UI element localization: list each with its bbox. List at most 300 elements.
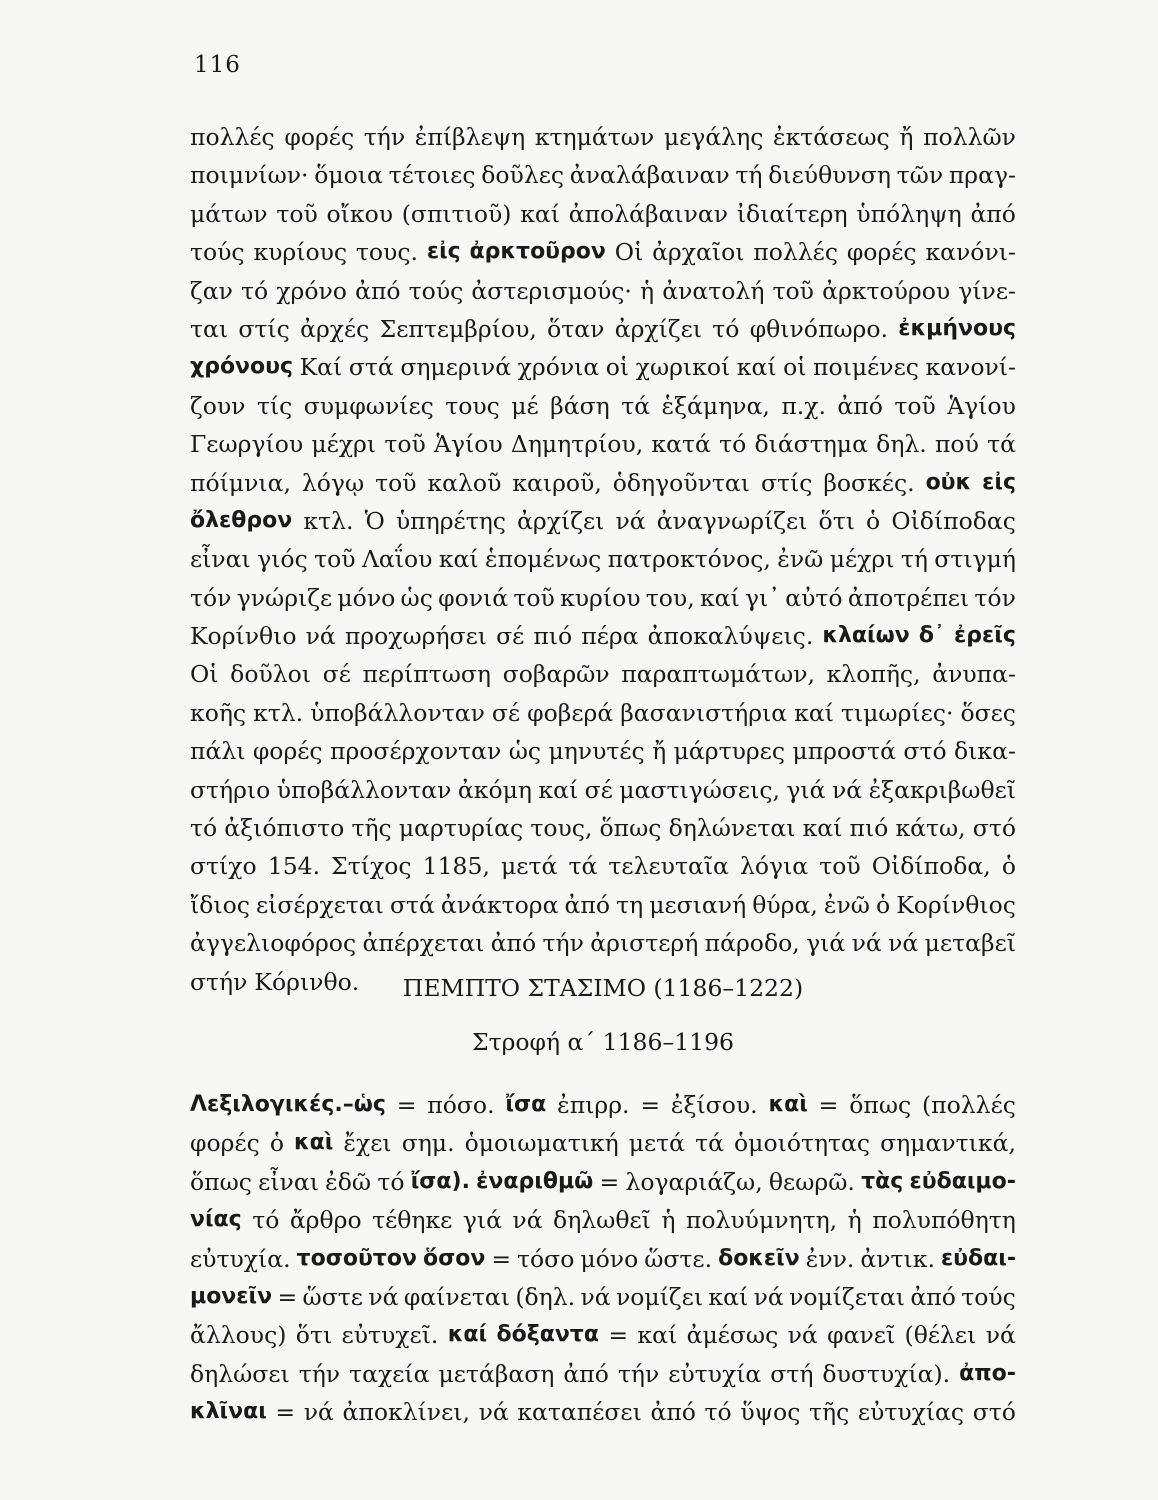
text-word: ἀποτρέπει [847,583,970,612]
text-word: καιροῦ, [512,468,602,497]
text-line [190,732,1016,770]
text-word: λόγια [740,852,809,881]
text-word: τό [377,1167,405,1196]
text-word: δηλ. [876,430,927,459]
text-word: ἀπό [355,276,401,305]
text-line [190,502,1016,540]
text-word: κάτω, [895,814,966,843]
text-word: μετάβαση [438,1359,555,1388]
lemma-word: χρόνους [190,354,294,380]
text-word: τό [190,814,218,843]
text-word: ἄλλους) [190,1321,287,1350]
lemma-word: κλῖναι [190,1399,267,1425]
text-word: στό [972,1398,1016,1427]
text-word: χρόνο [276,276,347,305]
text-word: βάση [550,391,610,420]
lemma-word: Λεξιλογικές.–ὡς [190,1092,386,1117]
text-word: (δηλ. [515,1282,576,1311]
text-word: τήν [363,123,406,151]
text-word: μετά [501,852,558,881]
text-word: φοβερά [527,698,614,727]
text-word: ὁ [1001,852,1016,881]
text-word: τούς [961,1282,1016,1311]
lexical-notes [190,1086,1016,1432]
text-word: τῆς [351,814,392,843]
text-word: στό [972,814,1016,843]
text-word: λογαριάζω, [625,1167,763,1196]
text-word: τόν [974,583,1016,612]
text-word: = [608,1321,629,1350]
text-word: τά [568,852,598,881]
text-word: τό [241,276,269,305]
text-word: ὡς [508,737,542,766]
text-word: Λαΐου [361,545,433,574]
text-word: τοῦ [384,430,426,459]
text-word: Ἁγίου [433,430,503,459]
text-word: στήριο [190,775,271,804]
text-word: πού [934,430,979,459]
text-word: ἀπό [564,890,610,919]
text-word: γιά [786,775,826,804]
text-word: ἀπό [837,391,883,420]
text-word: (σπιτιοῦ) [401,199,512,228]
text-word: τοῦ [513,583,555,612]
text-word: προσέρχονταν [330,737,502,766]
text-word: = [275,1398,296,1427]
text-word: εἰσέρχεται [255,890,384,919]
text-word: κυρίους [253,238,348,267]
text-word: πραγ- [948,161,1016,190]
text-word: πολυύμνητη, [685,1206,838,1235]
text-word: τήν [617,1359,660,1388]
text-word: ἀπολάβαιναν [568,199,729,228]
text-word: κυρίου [560,583,641,612]
text-word: Οἰδίποδα, [871,852,991,881]
text-line [190,233,1016,271]
text-word: μέχρι [829,545,895,574]
text-word: καί [637,1321,678,1350]
text-word: στό [903,737,947,766]
text-word: ὁμοιότητας [734,1129,871,1158]
text-word: ἤ [899,123,914,151]
text-word: γιά [462,1206,502,1235]
text-word: πιό [849,814,889,843]
text-word: τη [616,890,644,919]
text-word: ὁ [876,890,891,919]
text-word: πατροκτόνος, [607,545,771,574]
lemma-word: οὐκ [925,469,972,495]
text-word: χωρικοί [635,353,731,382]
text-word: π.χ. [781,391,826,420]
text-word: μάτων [190,199,268,228]
text-word: θύρα, [752,890,818,919]
lemma-word: ἀπο- [959,1360,1016,1386]
text-word: κτλ. [303,506,354,535]
text-line [190,771,1016,809]
text-word: ὑπηρέτης [395,506,506,535]
text-word: φορές [284,123,355,151]
text-word: κτημάτων [534,123,655,151]
text-word: καί [538,775,579,804]
text-word: καί [802,814,843,843]
text-word: = [277,1282,298,1311]
text-word: σημ. [401,1129,455,1158]
text-word: ἡ [640,276,655,305]
text-word: ἐπίβλεψη [414,123,526,151]
text-line [190,310,1016,348]
lemma-word: καί [447,1322,488,1348]
text-word: ταχεία [349,1359,430,1388]
text-line [190,847,1016,885]
text-line [190,617,1016,655]
text-word: ἐνῶ [823,890,870,919]
text-word: τό [252,1206,280,1235]
text-word: ἀναλάβαιναν [569,161,730,190]
text-word: καί [699,583,740,612]
text-word: μέ [511,391,539,420]
text-word: χρόνια [517,353,600,382]
lexical-line [190,1393,1016,1431]
text-word: ἐπιρρ. [557,1091,630,1119]
text-word: ὁδηγοῦνται [612,468,750,497]
text-word: δηλωθεῖ [553,1206,651,1235]
text-word: μηνυτές [548,737,645,766]
text-word: ἡ [661,1206,676,1235]
text-word: ἀμέσως [686,1321,779,1350]
text-word: ὅταν [547,314,605,343]
text-word: μπροστά [792,737,897,766]
text-line [190,348,1016,386]
text-word: ἀπό [490,929,537,958]
text-word: σέ [584,775,613,804]
text-word: ἀπέρχεται [362,929,485,958]
text-word: ἀστερισμούς· [471,276,632,305]
lemma-word: δόξαντα [496,1322,599,1348]
text-word: τό [704,1398,732,1427]
text-word: στή [770,1359,814,1388]
text-word: διάστημα [754,430,868,459]
text-word: ἀπό [970,199,1016,228]
text-word: στίχο [190,852,257,881]
text-word: ὕψος [740,1398,801,1427]
text-word: φορές [190,1129,260,1158]
text-word: δυστυχία). [822,1359,951,1388]
text-word: τά [695,1129,724,1158]
text-word: καταπέσει [517,1398,642,1427]
text-word: ζαν [190,276,233,305]
text-word: πάροδο, [704,929,800,958]
text-word: οἱ [605,353,630,382]
text-word: σημαντικά, [880,1129,1016,1158]
text-word: ὅσες [960,698,1016,727]
text-line [190,886,1016,924]
text-word: αὐτό [785,583,843,612]
text-word: τους. [355,238,418,267]
lemma-word: ὄλεθρον [190,507,293,533]
text-word: φανεῖ [827,1321,896,1350]
text-word: εὐτυχία [668,1359,762,1388]
text-word: ἀρχαῖοι [652,238,745,267]
text-word: καλοῦ [427,468,502,497]
text-word: Δημητρίου, [510,430,644,459]
text-word: τή [900,545,928,574]
text-word: = [396,1091,417,1119]
text-word: μόνο [580,1244,639,1273]
text-word: Κόρινθο. [254,967,360,996]
text-word: ἐνῶ [777,545,824,574]
text-word: τῆς [808,1398,850,1427]
text-word: ὅπως [599,814,662,843]
text-word: τόν [190,583,232,612]
lemma-word: εὐδαι- [940,1245,1016,1271]
lemma-word: τοσοῦτον [296,1245,417,1271]
text-word: κοῆς [190,698,247,727]
text-word: προχωρήσει [344,622,487,651]
text-word: νά [851,929,882,958]
text-word: ποιμνίων· [190,161,309,190]
text-word: φορές [846,238,917,267]
text-word: κατά [651,430,711,459]
lexical-line [190,1163,1016,1201]
text-line [190,655,1016,693]
text-word: ἀπό [563,1359,609,1388]
text-word: συμφωνίες [303,391,434,420]
text-word: ἴδιος [190,890,250,919]
text-word: μόνο [337,583,396,612]
text-word: σέ [491,698,521,727]
text-word: σέ [322,660,351,689]
text-line [190,118,1016,156]
text-word: 1185, [422,852,490,881]
text-word: τοῦ [375,468,417,497]
text-word: ὅπως [190,1167,252,1196]
text-word: μέχρι [311,430,377,459]
text-word: πόσο. [427,1091,495,1119]
text-word: ἀριστερή [590,929,699,958]
commentary-text [190,118,1016,1001]
text-word: τό [719,430,747,459]
text-line [190,694,1016,732]
lexical-line [190,1201,1016,1239]
text-word: θεωρῶ. [768,1167,855,1196]
text-word: τῶν [896,161,944,190]
lexical-line [190,1355,1016,1393]
text-word: ὅμοια [314,161,383,190]
text-line [190,809,1016,847]
text-word: φαίνεται [403,1282,510,1311]
text-word: ἀρχές [300,314,370,343]
text-word: νά [368,1282,399,1311]
text-word: φονιά [438,583,509,612]
text-word: σέ [496,622,525,651]
text-word: στιγμή [934,545,1016,574]
text-word: βασανιστήρια [620,698,788,727]
text-word: δικα- [954,737,1016,766]
text-word: τους [445,391,500,420]
text-word: μετά [628,1129,686,1158]
text-line [190,464,1016,502]
text-word: νά [478,1398,509,1427]
text-word: τελευταῖα [608,852,729,881]
text-word: πολλές [190,123,275,151]
text-word: (πολλές [922,1091,1016,1119]
text-word: ἐκτάσεως [773,123,890,151]
text-word: τοῦ [819,852,861,881]
text-word: διεύθυνση [768,161,891,190]
text-word: δοῦλοι [230,660,312,689]
text-word: πολλῶν [923,123,1016,151]
text-word: ὁμοιωματική [464,1129,619,1158]
text-word: τήν [298,1359,341,1388]
text-word: νά [888,929,919,958]
text-word: = [640,1091,661,1119]
lexical-line [190,1086,1016,1124]
text-word: τοῦ [276,199,318,228]
text-line [190,387,1016,425]
text-word: νά [753,1282,784,1311]
text-word: νά [303,1398,334,1427]
lemma-word: τὰς [861,1168,904,1194]
text-word: ἀποκλίνει, [342,1398,470,1427]
text-word: ἔχει [343,1129,392,1158]
text-word: ὅπως [849,1091,912,1119]
text-word: ἑξάμηνα, [661,391,770,420]
text-word: μαστιγώσεις, [619,775,780,804]
text-word: του, [645,583,695,612]
text-line [190,425,1016,463]
text-word: 154. [267,852,321,881]
strophe-title: Στροφή α΄ 1186–1196 [471,1028,735,1056]
text-word: τή [735,161,763,190]
text-word: στήν [190,967,248,996]
text-word: ἀπό [910,1282,956,1311]
lemma-word: δοκεῖν [718,1245,800,1271]
text-word: στά [348,353,394,382]
text-word: Κορίνθιο [190,622,297,651]
text-word: Κορίνθιος [896,890,1016,919]
text-word: ἐξακριβωθεῖ [868,775,1016,804]
lemma-word: καὶ [294,1130,334,1156]
text-word: νά [985,1321,1016,1350]
text-word: νά [512,1206,543,1235]
text-word: ὥστε [302,1282,363,1311]
text-word: ἀρκτούρου [822,276,951,305]
text-word: ἀνάκτορα [440,890,559,919]
text-word: Ἁγίου [947,391,1016,420]
text-word: γνώριζε [236,583,333,612]
text-word: παραπτωμάτων, [621,660,815,689]
text-word: πάλι [190,737,246,766]
text-word: στίς [238,314,290,343]
lemma-word: ἴσα). [410,1168,470,1194]
text-word: ἀπό [650,1398,696,1427]
text-word: εἶναι [258,1167,319,1196]
text-word: καί [708,1282,749,1311]
text-word: καί [736,353,777,382]
text-word: Οἱ [190,660,219,689]
text-word: ἀνυπα- [932,660,1016,689]
lemma-word: δ᾽ [918,623,945,649]
text-word: εὐτυχίας [857,1398,965,1427]
text-word: τούς [190,238,245,267]
text-word: τούς [408,276,464,305]
text-line [190,195,1016,233]
text-word: στά [389,890,435,919]
section-title: ΠΕΜΠΤΟ ΣΤΑΣΙΜΟ (1186–1222) [402,974,804,1002]
text-word: τά [621,391,651,420]
text-word: νομίζει [615,1282,704,1311]
text-word: βοσκές. [823,468,915,497]
text-word: ὥστε. [644,1244,713,1273]
text-word: ἀκόμη [457,775,532,804]
text-word: πιό [533,622,573,651]
text-word: ζουν [190,391,246,420]
text-word: ὑποβάλλονταν [276,775,452,804]
text-word: νά [580,1282,611,1311]
text-line [190,156,1016,194]
text-word: πολυπόθητη [872,1206,1016,1235]
text-word: τέτοιες [388,161,476,190]
text-word: ἐνν. [805,1244,855,1273]
lemma-word: εὐδαιμο- [909,1168,1016,1194]
text-word: Γεωργίου [190,430,304,459]
page-number: 116 [194,52,241,78]
text-word: μεταβεῖ [924,929,1016,958]
text-word: νά [831,775,863,804]
text-word: νά [615,506,646,535]
lemma-word: κλαίων [822,623,910,649]
text-word: νά [305,622,336,651]
text-word: τό [712,314,740,343]
text-line [190,924,1016,962]
text-word: Σεπτεμβρίου, [379,314,537,343]
lemma-word: μονεῖν [190,1283,273,1309]
text-word: φθινόπωρο. [749,314,888,343]
text-word: λόγῳ [301,468,365,497]
text-word: οἴκου [326,199,394,228]
lemma-word: ἴσα [505,1092,547,1117]
text-word: ἀξιόπιστο [224,814,345,843]
text-word: Οἰδίποδας [891,506,1016,535]
text-word: εἶναι [190,545,251,574]
text-word: κτλ. [253,698,304,727]
text-word: σοβαρῶν [502,660,610,689]
text-word: ἀναγνωρίζει [656,506,808,535]
text-word: κανονί- [925,353,1016,382]
text-word: μάρτυρες [673,737,786,766]
text-word: Στίχος [331,852,412,881]
text-word: Οἱ [614,238,644,267]
text-word: ὁ [866,506,881,535]
lemma-word: ὅσον [422,1245,486,1271]
text-word: (θέλει [904,1321,977,1350]
text-word: δηλώνεται [668,814,796,843]
text-word: ἀντικ. [860,1244,935,1273]
text-word: περίπτωση [362,660,491,689]
text-word: ἑπομένως [485,545,602,574]
text-word: μαρτυρίας [398,814,524,843]
text-word: καί [438,545,479,574]
lexical-line [190,1240,1016,1278]
text-word: πόίμνια, [190,468,291,497]
text-word: εὐτυχεῖ. [341,1321,439,1350]
text-word: γίνε- [958,276,1016,305]
text-word: ἄρθρο [289,1206,362,1235]
text-word: καί [794,698,834,727]
text-word: ὑπόληψη [856,199,962,228]
text-word: πολλές [753,238,838,267]
text-word: στίς [760,468,813,497]
